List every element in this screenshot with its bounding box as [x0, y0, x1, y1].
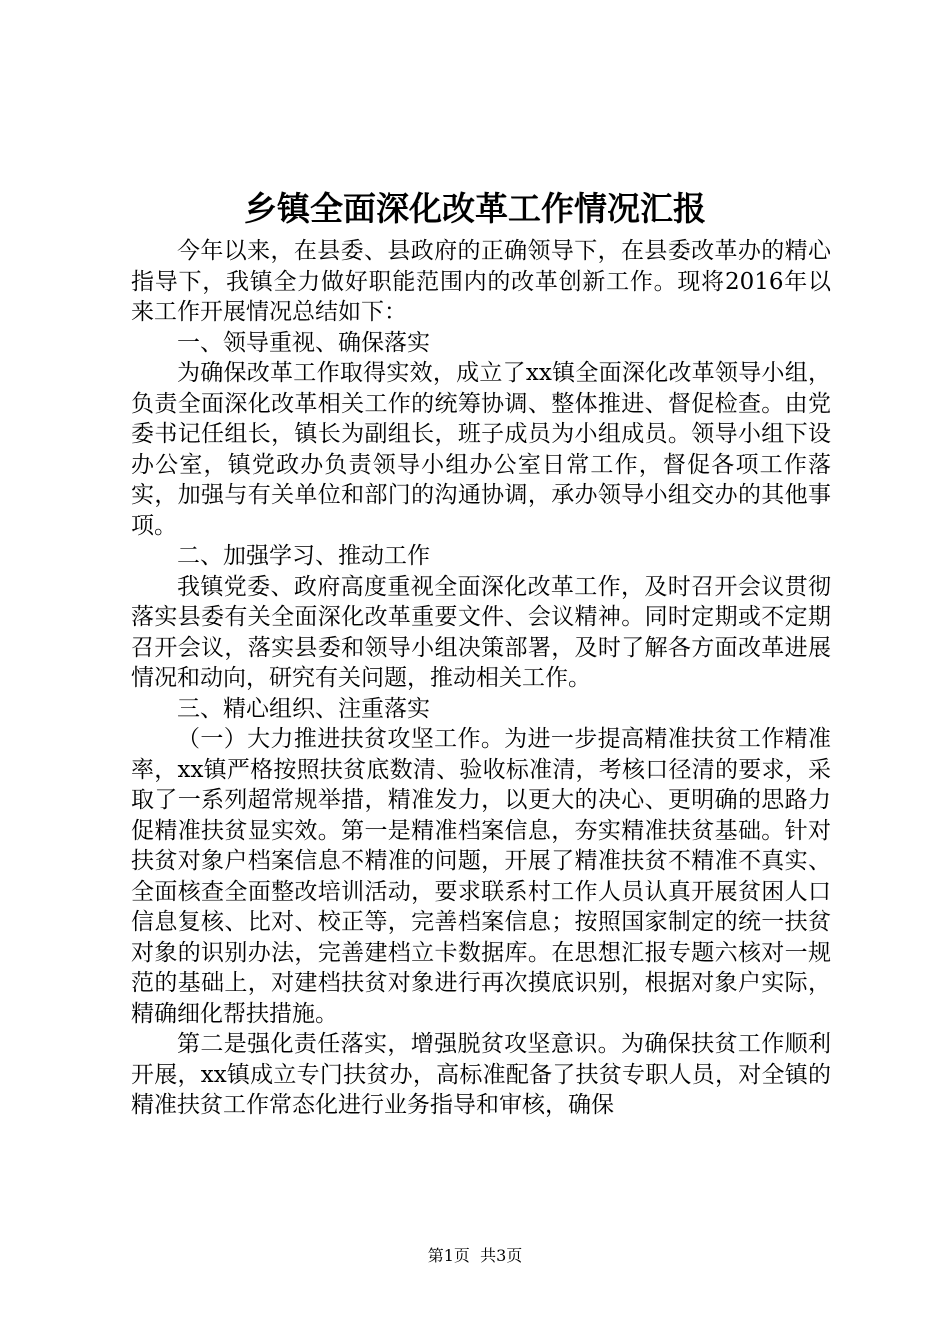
section-1-paragraph: 为确保改革工作取得实效，成立了xx镇全面深化改革领导小组，负责全面深化改革相关工作的统筹协调、整体推进、督促检查。由党委书记任组长，镇长为副组长，班子成员为小组成员。领导小组下设办公室，镇党政办负责领导小组办公室日常工作，督促各项工作落实，加强与有关单位和部门的沟通协调，承办领导小组交办的其他事项。: [131, 360, 831, 539]
document-body: [131, 236, 831, 1121]
document-title: 乡镇全面深化改革工作情况汇报: [244, 189, 706, 228]
intro-paragraph: 今年以来，在县委、县政府的正确领导下，在县委改革办的精心指导下，我镇全力做好职能范围内的改革创新工作。现将2016年以来工作开展情况总结如下：: [131, 238, 831, 325]
section-heading-2: 二、加强学习、推动工作: [177, 543, 430, 569]
page-number: 第1页: [427, 1246, 470, 1265]
section-heading-1: 一、领导重视、确保落实: [177, 329, 430, 356]
page-total: 共3页: [480, 1246, 523, 1265]
section-3-paragraph-2: 第二是强化责任落实，增强脱贫攻坚意识。为确保扶贫工作顺利开展，xx镇成立专门扶贫办，高标准配备了扶贫专职人员，对全镇的精准扶贫工作常态化进行业务指导和审核，确保: [131, 1031, 831, 1118]
section-heading-3: 三、精心组织、注重落实: [177, 695, 430, 722]
section-2-paragraph: 我镇党委、政府高度重视全面深化改革工作，及时召开会议贯彻落实县委有关全面深化改革重要文件、会议精神。同时定期或不定期召开会议，落实县委和领导小组决策部署，及时了解各方面改革进展情况和动向，研究有关问题，推动相关工作。: [131, 573, 831, 691]
page-footer: [0, 1243, 950, 1266]
section-3-paragraph-1: （一）大力推进扶贫攻坚工作。为进一步提高精准扶贫工作精准率，xx镇严格按照扶贫底数清、验收标准清，考核口径清的要求，采取了一系列超常规举措，精准发力，以更大的决心、更明确的思路力促精准扶贫显实效。第一是精准档案信息，夯实精准扶贫基础。针对扶贫对象户档案信息不精准的问题，开展了精准扶贫不精准不真实、全面核查全面整改培训活动，要求联系村工作人员认真开展贫困人口信息复核、比对、校正等，完善档案信息；按照国家制定的统一扶贫对象的识别办法，完善建档立卡数据库。在思想汇报专题六核对一规范的基础上，对建档扶贫对象进行再次摸底识别，根据对象户实际，精确细化帮扶措施。: [131, 726, 831, 1027]
